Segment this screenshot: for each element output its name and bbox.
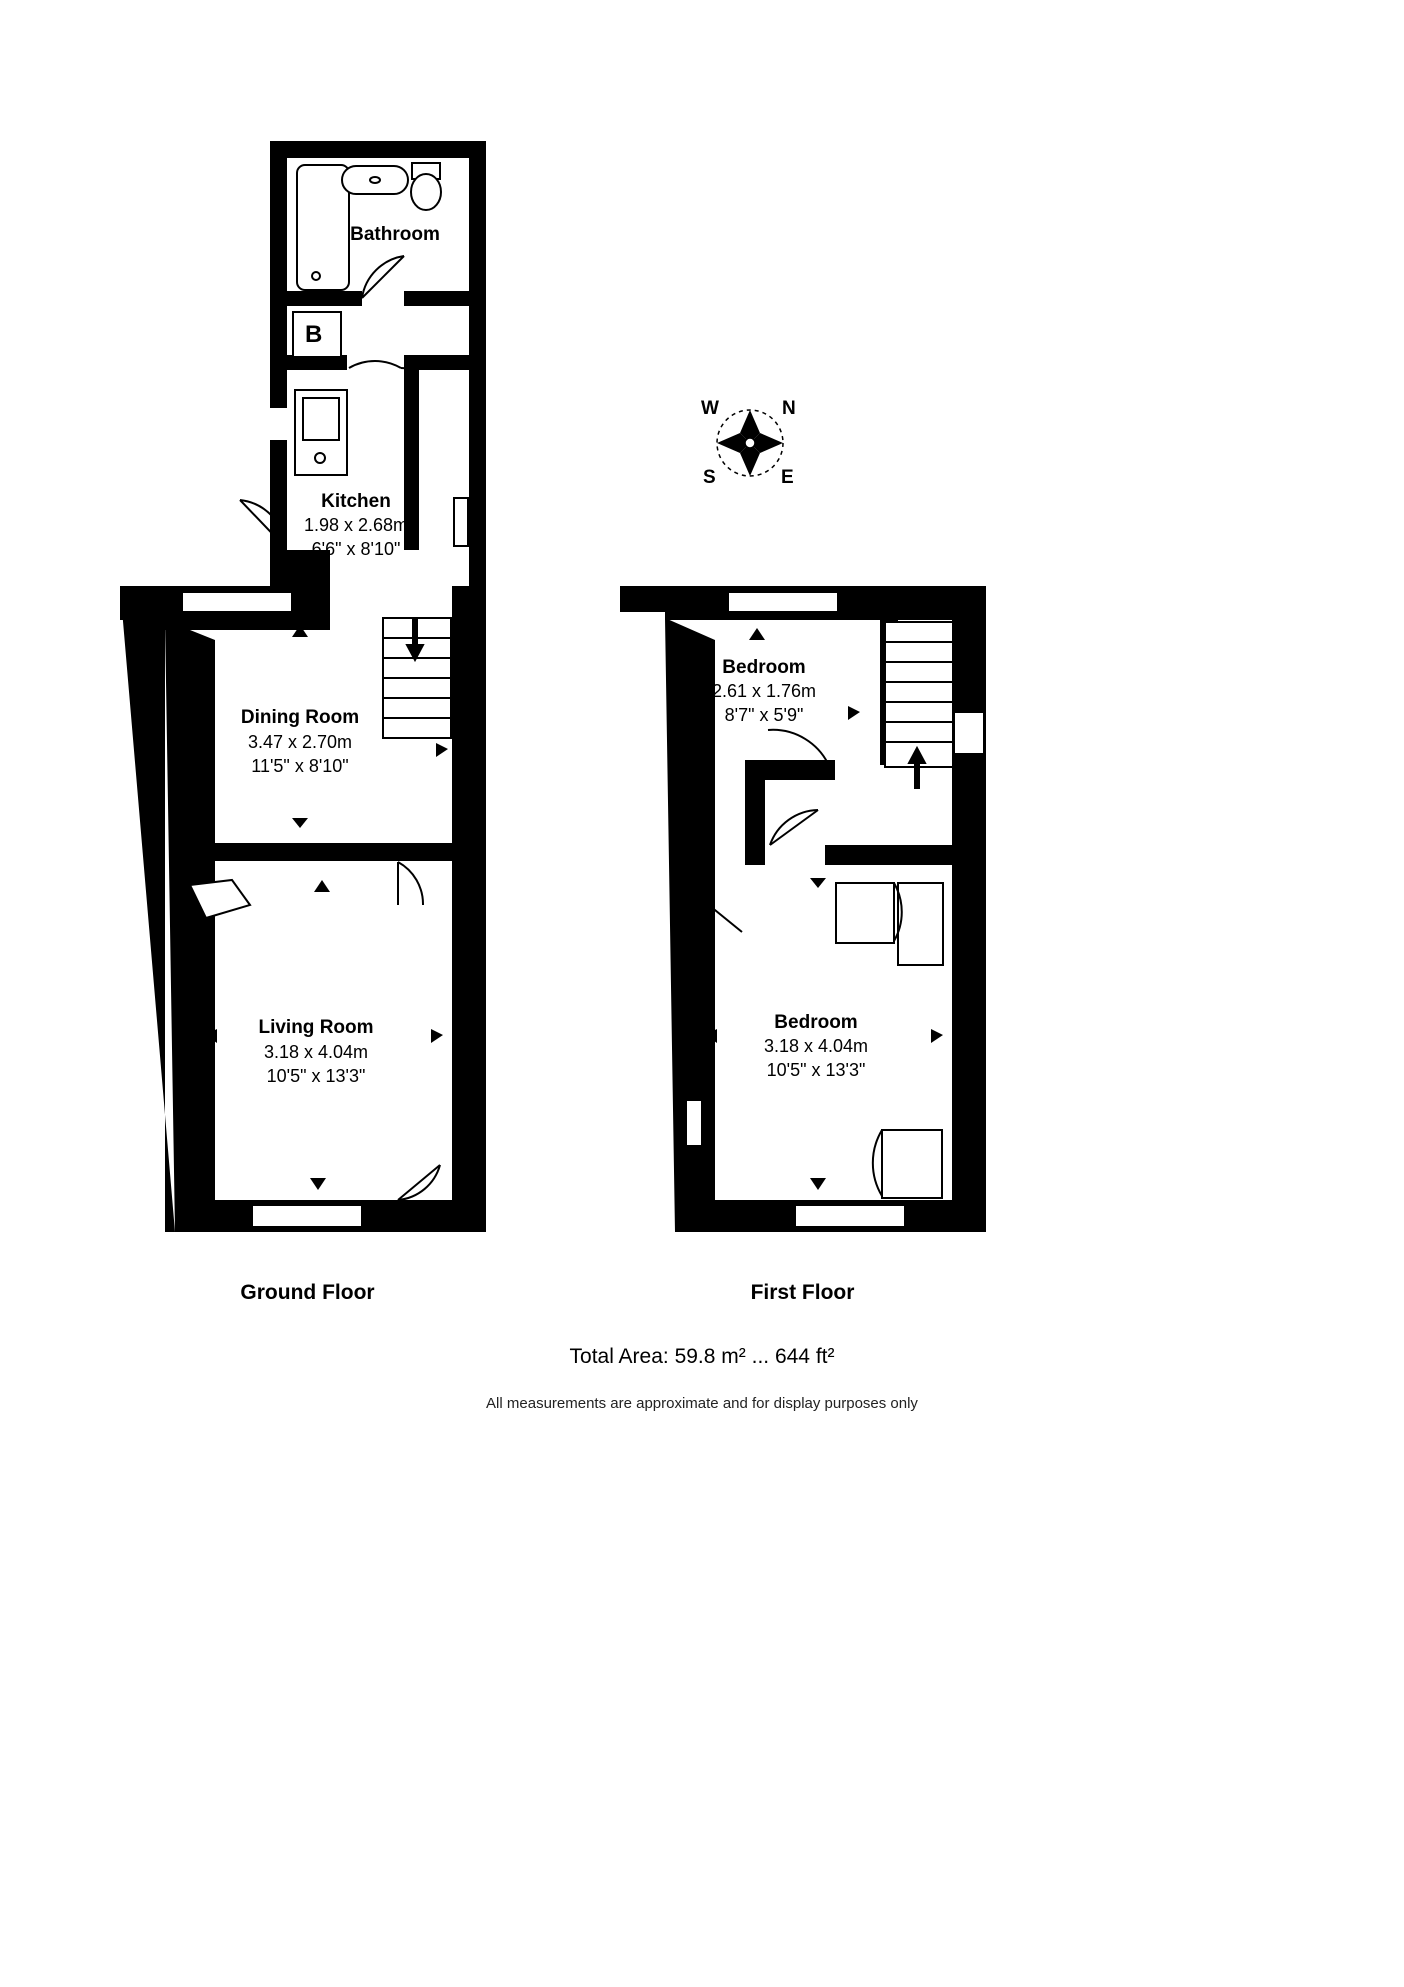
first-floor-staircase	[885, 622, 953, 788]
room-dim-bedroom-2-imperial: 10'5" x 13'3"	[766, 1060, 866, 1080]
room-label-bedroom-1: Bedroom	[722, 657, 806, 678]
disclaimer-text: All measurements are approximate and for display purposes only	[486, 1395, 918, 1412]
room-dim-bedroom-1-imperial: 8'7" x 5'9"	[724, 705, 804, 725]
room-dim-living-metric: 3.18 x 4.04m	[263, 1042, 369, 1062]
floor-title-ground: Ground Floor	[240, 1281, 375, 1304]
compass-label-west: W	[701, 398, 719, 419]
room-dim-bedroom-2-metric: 3.18 x 4.04m	[763, 1036, 869, 1056]
floor-title-first: First Floor	[750, 1281, 855, 1304]
compass-label-south: S	[703, 467, 716, 488]
compass-rose	[717, 410, 783, 476]
compass-label-north: N	[782, 398, 796, 419]
total-area-text: Total Area: 59.8 m² ... 644 ft²	[569, 1345, 835, 1368]
bathroom-door	[362, 256, 404, 298]
room-dim-kitchen-metric: 1.98 x 2.68m	[303, 515, 409, 535]
room-dim-dining-metric: 3.47 x 2.70m	[247, 732, 353, 752]
cupboard-b-label: B	[305, 321, 323, 348]
room-label-bathroom: Bathroom	[350, 224, 440, 245]
kitchen-sink	[295, 390, 347, 475]
first-floor-doors	[768, 730, 943, 1198]
room-label-dining-room: Dining Room	[240, 707, 360, 728]
room-label-living-room: Living Room	[258, 1017, 374, 1038]
room-dim-bedroom-1-metric: 2.61 x 1.76m	[711, 681, 817, 701]
room-dim-dining-imperial: 11'5" x 8'10"	[251, 756, 349, 776]
room-label-kitchen: Kitchen	[321, 491, 391, 512]
room-dim-kitchen-imperial: 6'6" x 8'10"	[311, 539, 401, 559]
room-dim-living-imperial: 10'5" x 13'3"	[266, 1066, 366, 1086]
room-label-bedroom-2: Bedroom	[774, 1012, 858, 1033]
compass-label-east: E	[781, 467, 794, 488]
